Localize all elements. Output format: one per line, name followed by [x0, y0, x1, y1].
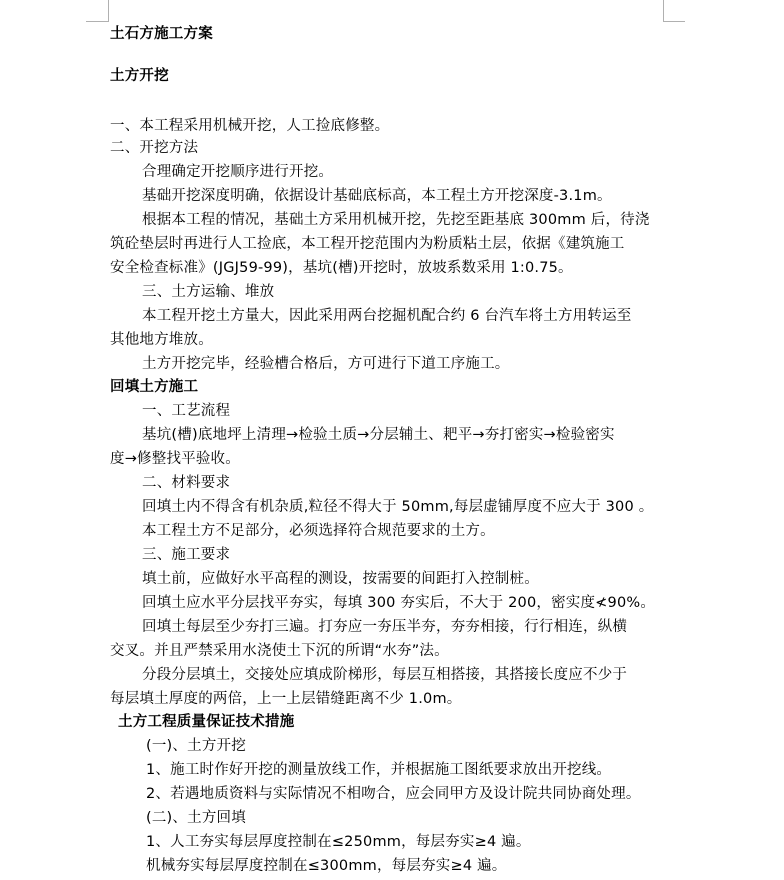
- paragraph-line: 填土前，应做好水平高程的测设，按需要的间距打入控制桩。: [142, 571, 539, 587]
- paragraph-line: 回填土应水平分层找平夯实，每填 300 夯实后，不大于 200，密实度≮90%。: [142, 595, 656, 611]
- paragraph-line: 三、施工要求: [142, 547, 231, 563]
- section-heading-quality: 土方工程质量保证技术措施: [118, 714, 295, 730]
- paragraph-line: 基础开挖深度明确，依据设计基础底标高，本工程土方开挖深度-3.1m。: [142, 188, 612, 204]
- paragraph-line: 1、施工时作好开挖的测量放线工作，并根据施工图纸要求放出开挖线。: [146, 762, 612, 778]
- paragraph-line: 交叉。并且严禁采用水浇使土下沉的所谓“水夯”法。: [110, 643, 449, 659]
- paragraph-line: 土方开挖完毕，经验槽合格后，方可进行下道工序施工。: [142, 356, 510, 372]
- paragraph-line: 基坑(槽)底地坪上清理→检验土质→分层辅土、耙平→夯打密实→检验密实: [142, 427, 615, 443]
- paragraph-line: 1、人工夯实每层厚度控制在≤250mm，每层夯实≥4 遍。: [146, 834, 531, 850]
- paragraph-line: 分段分层填土，交接处应填成阶梯形，每层互相搭接，其搭接长度应不少于: [142, 667, 628, 683]
- paragraph-line: 度→修整找平验收。: [110, 451, 240, 467]
- paragraph-line: 安全检查标准》(JGJ59-99)，基坑(槽)开挖时，放坡系数采用 1:0.75。: [110, 260, 573, 276]
- paragraph-line: 二、开挖方法: [110, 140, 199, 156]
- paragraph-line: 合理确定开挖顺序进行开挖。: [142, 164, 334, 180]
- crop-mark-left-horizontal: [86, 21, 108, 22]
- paragraph-line: 三、土方运输、堆放: [142, 284, 275, 300]
- paragraph-line: 其他地方堆放。: [110, 332, 213, 348]
- crop-mark-right-horizontal: [663, 21, 685, 22]
- paragraph-line: (一)、土方开挖: [146, 738, 246, 754]
- paragraph-line: 一、本工程采用机械开挖，人工捡底修整。: [110, 118, 390, 134]
- section-heading-backfill: 回填土方施工: [110, 379, 199, 395]
- paragraph-line: 根据本工程的情况，基础土方采用机械开挖，先挖至距基底 300mm 后，待浇: [142, 212, 650, 228]
- section-heading-earthwork: 土方开挖: [110, 68, 169, 84]
- crop-mark-left-vertical: [108, 0, 109, 22]
- paragraph-line: 筑砼垫层时再进行人工捡底，本工程开挖范围内为粉质粘土层，依据《建筑施工: [110, 236, 625, 252]
- paragraph-line: 回填土每层至少夯打三遍。打夯应一夯压半夯，夯夯相接，行行相连，纵横: [142, 619, 628, 635]
- paragraph-line: 本工程开挖土方量大，因此采用两台挖掘机配合约 6 台汽车将土方用转运至: [142, 308, 632, 324]
- paragraph-line: 回填土内不得含有机杂质,粒径不得大于 50mm,每层虚铺厚度不应大于 300 。: [142, 499, 654, 515]
- paragraph-line: 每层填土厚度的两倍，上一上层错缝距离不少 1.0m。: [110, 691, 462, 707]
- paragraph-line: 机械夯实每层厚度控制在≤300mm，每层夯实≥4 遍。: [146, 858, 507, 874]
- document-title: 土石方施工方案: [110, 26, 213, 42]
- paragraph-line: 一、工艺流程: [142, 403, 231, 419]
- crop-mark-right-vertical: [663, 0, 664, 22]
- paragraph-line: 2、若遇地质资料与实际情况不相吻合，应会同甲方及设计院共同协商处理。: [146, 786, 641, 802]
- paragraph-line: (二)、土方回填: [146, 810, 246, 826]
- paragraph-line: 二、材料要求: [142, 475, 231, 491]
- paragraph-line: 本工程土方不足部分，必须选择符合规范要求的土方。: [142, 523, 495, 539]
